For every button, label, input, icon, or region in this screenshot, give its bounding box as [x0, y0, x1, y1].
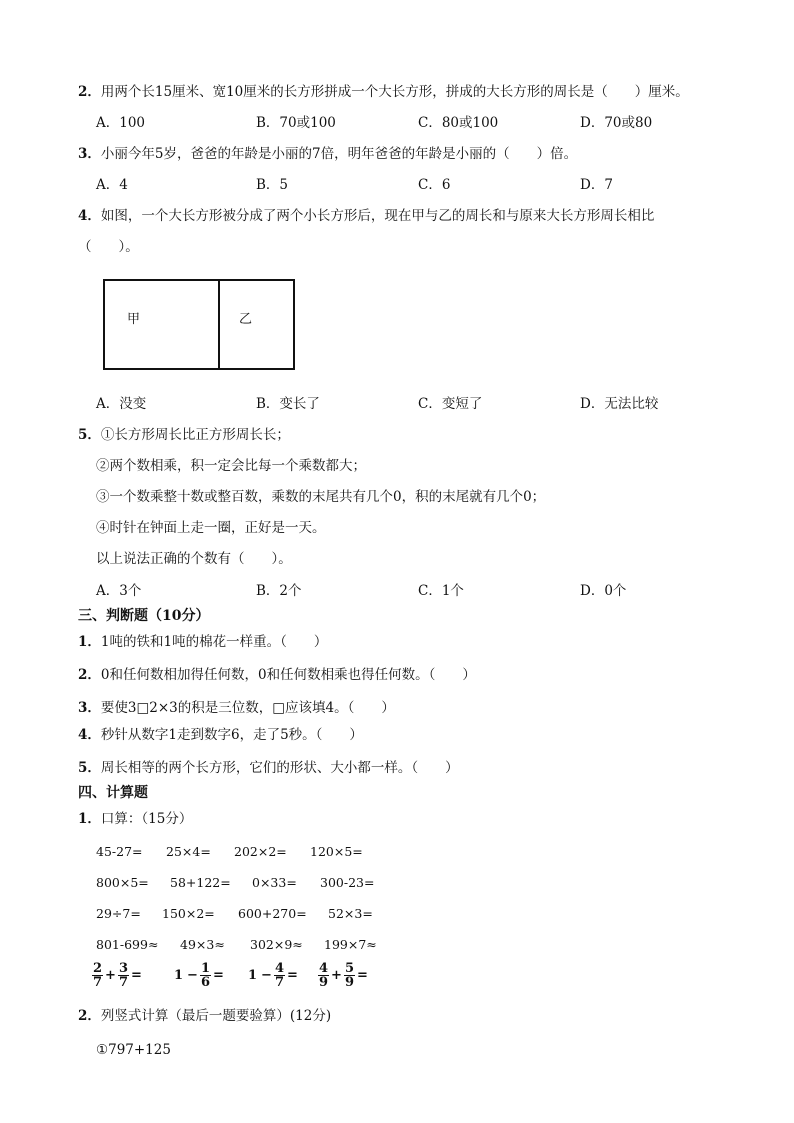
statement-2: ②两个数相乘，积一定会比每一个乘数都大； — [96, 458, 366, 474]
item-number: 1． — [78, 634, 101, 650]
vertical-calc-item-1: ①797+125 — [96, 1042, 171, 1058]
calc-item: 150×2= — [162, 906, 215, 921]
q5-option-a: A．3个 — [96, 583, 142, 599]
fraction — [274, 962, 285, 989]
numerator: 2 — [93, 961, 103, 976]
numerator: 3 — [118, 961, 128, 976]
calc-question-2 — [78, 1007, 331, 1025]
question-text: 列竖式计算（最后一题要验算）(12分) — [100, 1008, 332, 1024]
equals: = — [287, 968, 298, 983]
operator: + — [331, 968, 342, 983]
calc-question-1 — [78, 810, 192, 828]
question-number: 4． — [78, 208, 101, 224]
operator: − — [187, 968, 198, 983]
q4-option-d: D．无法比较 — [580, 396, 659, 412]
statement-3: ③一个数乘整十数或整百数，乘数的末尾共有几个0，积的末尾就有几个0； — [96, 489, 546, 505]
question-number: 2． — [78, 84, 101, 100]
question-5 — [78, 426, 290, 444]
calc-item: 58+122= — [170, 875, 231, 890]
judge-item-2 — [78, 666, 476, 684]
item-text: 周长相等的两个长方形，它们的形状、大小都一样。（ ） — [100, 760, 459, 776]
divider-line — [218, 281, 220, 368]
label-jia: 甲 — [127, 312, 141, 327]
q3-option-b: B．5 — [256, 177, 289, 193]
judge-item-4 — [78, 726, 363, 744]
equals: = — [131, 968, 142, 983]
calc-item: 199×7≈ — [324, 937, 377, 952]
denominator: 7 — [274, 975, 284, 990]
denominator: 7 — [118, 975, 128, 990]
fraction — [92, 962, 103, 989]
item-text: 0和任何数相加得任何数，0和任何数相乘也得任何数。（ ） — [100, 667, 476, 683]
equals: = — [213, 968, 224, 983]
q4-option-b: B．变长了 — [256, 396, 320, 412]
question-2 — [78, 83, 689, 101]
numerator: 4 — [274, 961, 284, 976]
equals: = — [357, 968, 368, 983]
item-text: 秒针从数字1走到数字6，走了5秒。（ ） — [100, 727, 363, 743]
question-4-continuation: （ ）。 — [78, 239, 139, 255]
statement-4: ④时针在钟面上走一圈，正好是一天。 — [96, 520, 326, 536]
q5-option-b: B．2个 — [256, 583, 302, 599]
question-text: 如图，一个大长方形被分成了两个小长方形后，现在甲与乙的周长和与原来大长方形周长相比 — [100, 208, 655, 224]
judge-item-3 — [78, 699, 395, 717]
question-number: 1． — [78, 811, 101, 827]
calc-item: 801-699≈ — [96, 937, 159, 952]
q4-option-c: C．变短了 — [418, 396, 483, 412]
rectangle-figure — [103, 279, 295, 370]
fraction-expr-4 — [318, 962, 370, 989]
calc-item: 120×5= — [310, 844, 363, 859]
question-text: 用两个长15厘米、宽10厘米的长方形拼成一个大长方形，拼成的大长方形的周长是（ ）厘米。 — [100, 84, 689, 100]
item-number: 4． — [78, 727, 101, 743]
calc-item: 25×4= — [166, 844, 211, 859]
item-text: 1吨的铁和1吨的棉花一样重。（ ） — [100, 634, 328, 650]
q4-option-a: A．没变 — [96, 396, 147, 412]
calc-item: 800×5= — [96, 875, 149, 890]
question-number: 5． — [78, 427, 101, 443]
item-number: 3． — [78, 700, 101, 716]
calc-item: 600+270= — [238, 906, 307, 921]
q3-option-a: A．4 — [96, 177, 128, 193]
item-number: 5． — [78, 760, 101, 776]
whole-number: 1 — [248, 968, 258, 983]
fraction — [118, 962, 129, 989]
statement-question: 以上说法正确的个数有（ ）。 — [96, 551, 292, 567]
q3-option-c: C．6 — [418, 177, 451, 193]
judge-item-5 — [78, 759, 459, 777]
calc-item: 29÷7= — [96, 906, 141, 921]
calc-item: 52×3= — [328, 906, 373, 921]
numerator: 1 — [200, 961, 210, 976]
item-text: 要使3□2×3的积是三位数，□应该填4。（ ） — [100, 700, 395, 716]
q2-option-b: B．70或100 — [256, 115, 336, 131]
fraction — [344, 962, 355, 989]
q2-option-a: A．100 — [96, 115, 146, 131]
numerator: 4 — [319, 961, 329, 976]
question-4 — [78, 207, 654, 225]
question-3 — [78, 145, 577, 163]
q5-option-c: C．1个 — [418, 583, 464, 599]
q2-option-c: C．80或100 — [418, 115, 499, 131]
calc-item: 202×2= — [234, 844, 287, 859]
denominator: 9 — [344, 975, 354, 990]
calc-item: 302×9≈ — [250, 937, 303, 952]
fraction-expr-2 — [172, 962, 226, 989]
question-number: 3． — [78, 146, 101, 162]
question-text: 口算：（15分） — [100, 811, 193, 827]
fraction-expr-3 — [246, 962, 300, 989]
denominator: 9 — [319, 975, 329, 990]
fraction — [200, 962, 211, 989]
question-number: 2． — [78, 1008, 101, 1024]
operator: − — [261, 968, 272, 983]
statement-1: ①长方形周长比正方形周长长； — [100, 427, 290, 443]
judge-item-1 — [78, 633, 327, 651]
q5-option-d: D．0个 — [580, 583, 627, 599]
q2-option-d: D．70或80 — [580, 115, 653, 131]
label-yi: 乙 — [239, 312, 253, 327]
whole-number: 1 — [174, 968, 184, 983]
fraction-expr-1 — [92, 962, 144, 989]
calc-item: 49×3≈ — [180, 937, 225, 952]
section-4-title: 四、计算题 — [78, 785, 148, 801]
numerator: 5 — [344, 961, 354, 976]
denominator: 6 — [200, 975, 210, 990]
calc-item: 300-23= — [320, 875, 375, 890]
section-3-title: 三、判断题（10分） — [78, 608, 210, 624]
calc-item: 45-27= — [96, 844, 143, 859]
calc-item: 0×33= — [252, 875, 297, 890]
denominator: 7 — [93, 975, 103, 990]
operator: + — [105, 968, 116, 983]
item-number: 2． — [78, 667, 101, 683]
q3-option-d: D．7 — [580, 177, 613, 193]
fraction — [318, 962, 329, 989]
question-text: 小丽今年5岁，爸爸的年龄是小丽的7倍，明年爸爸的年龄是小丽的（ ）倍。 — [100, 146, 578, 162]
